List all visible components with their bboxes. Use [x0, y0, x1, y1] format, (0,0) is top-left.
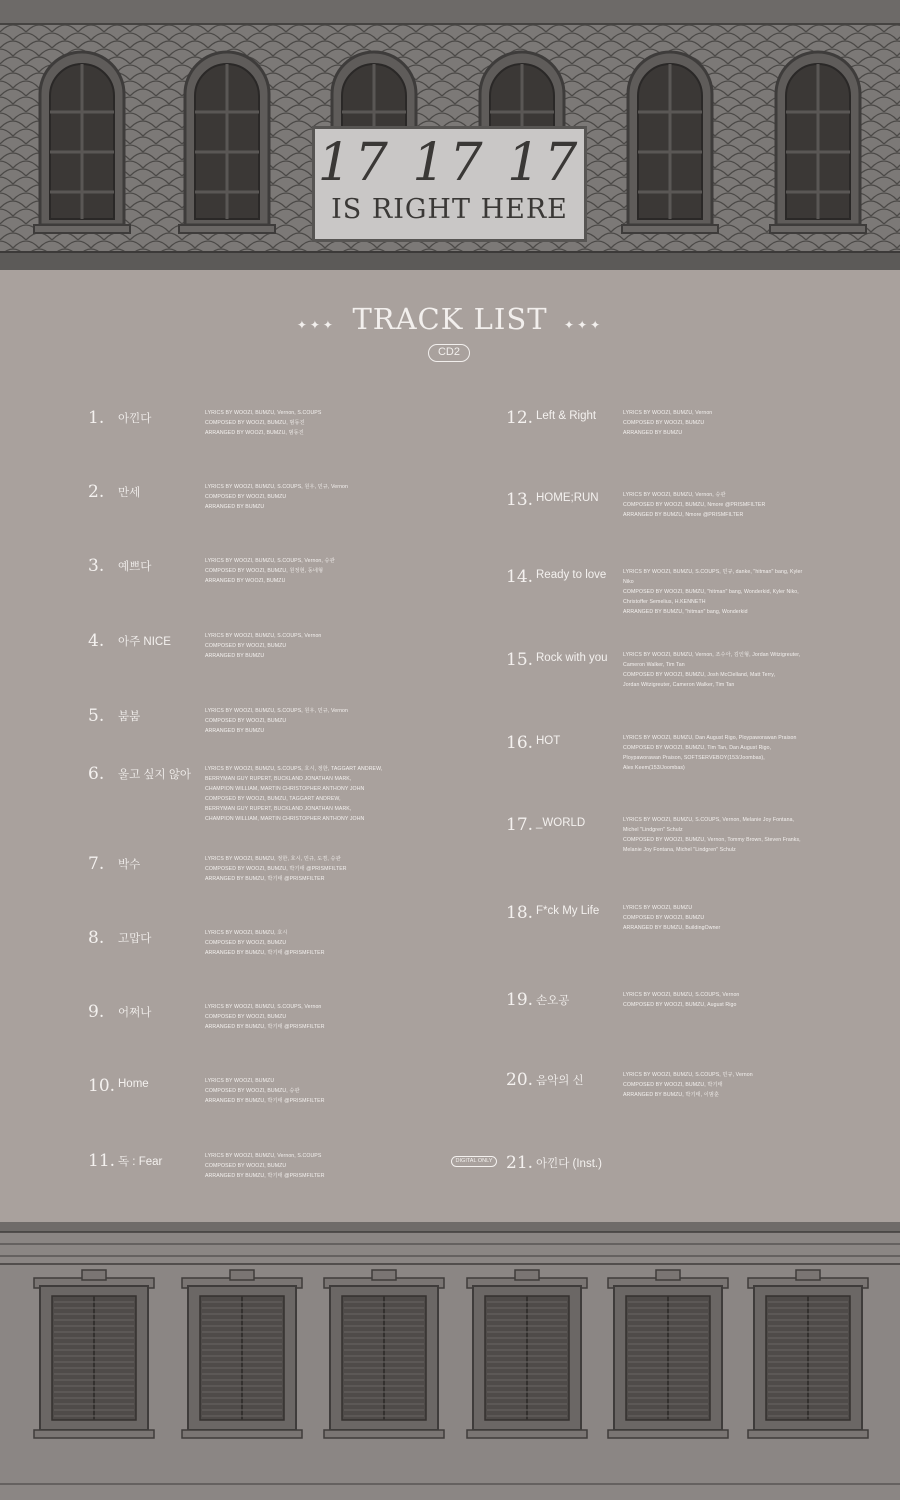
credit-line: LYRICS BY WOOZI, BUMZU, S.COUPS, 원우, 민규, Vernon — [205, 484, 349, 490]
credit-line: COMPOSED BY WOOZI, BUMZU, "hitman" bang, Wonderkid, Kyler Niko, — [623, 589, 799, 595]
credit-line: ARRANGED BY BUMZU, 박기태 @PRISMFILTER — [205, 1098, 325, 1104]
track-credits — [623, 490, 813, 520]
credit-line: LYRICS BY WOOZI, BUMZU, S.COUPS, Vernon, 승관 — [205, 558, 335, 564]
album-subtitle: IS RIGHT HERE — [331, 194, 568, 225]
track-credits — [205, 408, 395, 438]
credit-line: LYRICS BY WOOZI, BUMZU, Vernon, 조수아, 김인형, Jordan Witzigreuter, — [623, 652, 801, 658]
track-credits — [623, 990, 813, 1010]
credit-line: Jordan Witzigreuter, Cameron Walker, Tim Tan — [623, 682, 735, 688]
track-title: Left & Right — [536, 410, 597, 422]
credit-line: Melanie Joy Fontana, Michel "Lindgren" Schulz — [623, 847, 736, 853]
track-number: 6. — [88, 764, 105, 784]
credit-line: LYRICS BY WOOZI, BUMZU, 호시 — [205, 930, 288, 936]
credit-line: LYRICS BY WOOZI, BUMZU, Vernon, S.COUPS — [205, 410, 322, 416]
credit-line: LYRICS BY WOOZI, BUMZU, Vernon — [623, 410, 713, 416]
track-title: 붐붐 — [118, 711, 141, 723]
credit-line: COMPOSED BY WOOZI, BUMZU, 박기태 @PRISMFILTER — [205, 866, 347, 872]
credit-line: LYRICS BY WOOZI, BUMZU, S.COUPS, Vernon — [205, 1004, 322, 1010]
track-title: 아낀다 (Inst.) — [536, 1158, 602, 1170]
track-title: _WORLD — [536, 817, 586, 829]
credit-line: ARRANGED BY WOOZI, BUMZU, 범동진 — [205, 430, 304, 436]
credit-line: COMPOSED BY WOOZI, BUMZU, Josh McClelland, Matt Terry, — [623, 672, 776, 678]
track-credits — [205, 1002, 395, 1032]
credit-line: CHAMPION WILLIAM, MARTIN CHRISTOPHER ANTHONY JOHN — [205, 816, 365, 822]
credit-line: BERRYMAN GUY RUPERT, BUCKLAND JONATHAN MARK, — [205, 806, 352, 812]
track-credits — [623, 733, 813, 773]
credit-line: Alex Keem(153/Joombas) — [623, 765, 685, 771]
track-number: 15. — [506, 650, 534, 670]
credit-line: COMPOSED BY WOOZI, BUMZU — [623, 420, 705, 426]
credit-line: Cameron Walker, Tim Tan — [623, 662, 685, 668]
track-title: 손오공 — [536, 995, 570, 1007]
credit-line: Ploypaworawan Praison, SOFTSERVEBOY(153/Joombas), — [623, 755, 765, 761]
credit-line: COMPOSED BY WOOZI, BUMZU — [205, 643, 287, 649]
credit-line: LYRICS BY WOOZI, BUMZU, S.COUPS, 원우, 민규, Vernon — [205, 708, 349, 714]
track-number: 18. — [506, 903, 534, 923]
track-title: F*ck My Life — [536, 905, 600, 917]
arched-window — [622, 52, 718, 233]
track-number: 16. — [506, 733, 534, 753]
credit-line: ARRANGED BY BUMZU — [623, 430, 683, 436]
track-credits — [205, 706, 395, 736]
shuttered-window — [34, 1270, 154, 1438]
track-number: 21. — [506, 1153, 534, 1173]
track-title: 만세 — [118, 487, 141, 499]
track-number: 19. — [506, 990, 534, 1010]
track-title: Ready to love — [536, 569, 607, 581]
track-number: 3. — [88, 556, 105, 576]
arched-window — [179, 52, 275, 233]
credit-line: ARRANGED BY BUMZU, BuildingOwner — [623, 925, 721, 931]
credit-line: BERRYMAN GUY RUPERT, BUCKLAND JONATHAN MARK, — [205, 776, 352, 782]
track-title: 박수 — [118, 859, 141, 871]
credit-line: LYRICS BY WOOZI, BUMZU, S.COUPS, 민규, danke, "hitman" bang, Kyler Niko — [623, 569, 803, 585]
credit-line: COMPOSED BY WOOZI, BUMZU, Vernon, Tommy Brown, Steven Franks, — [623, 837, 801, 843]
credit-line: ARRANGED BY BUMZU, 박기태 @PRISMFILTER — [205, 1024, 325, 1030]
track-title: 울고 싶지 않아 — [118, 769, 192, 781]
track-title: 어쩌나 — [118, 1007, 152, 1019]
credit-line: COMPOSED BY WOOZI, BUMZU — [205, 494, 287, 500]
credit-line: LYRICS BY WOOZI, BUMZU, S.COUPS, Vernon — [623, 992, 740, 998]
stars-left: ✦✦✦ — [296, 317, 336, 332]
track-title: 고맙다 — [118, 933, 152, 945]
track-number: 10. — [88, 1076, 116, 1096]
track-credits — [623, 567, 813, 617]
track-list-section — [0, 270, 900, 1222]
credit-line: COMPOSED BY WOOZI, BUMZU — [205, 1163, 287, 1169]
track-credits — [623, 650, 813, 690]
credit-line: ARRANGED BY BUMZU, 박기태 @PRISMFILTER — [205, 1173, 325, 1179]
track-credits — [623, 903, 813, 933]
track-number: 1. — [88, 408, 105, 428]
credit-line: COMPOSED BY WOOZI, BUMZU — [205, 718, 287, 724]
shuttered-window — [467, 1270, 587, 1438]
album-title-sign — [312, 126, 587, 242]
credit-line: ARRANGED BY BUMZU, 박기태, 이범훈 — [623, 1092, 720, 1098]
credit-line: LYRICS BY WOOZI, BUMZU — [205, 1078, 275, 1084]
track-title: HOT — [536, 735, 561, 747]
credit-line: LYRICS BY WOOZI, BUMZU, Vernon, S.COUPS — [205, 1153, 322, 1159]
credit-line: LYRICS BY WOOZI, BUMZU, Dan August Rigo, Ploypaworawan Praison — [623, 735, 797, 741]
credit-line: COMPOSED BY WOOZI, BUMZU, August Rigo — [623, 1002, 737, 1008]
shuttered-window — [748, 1270, 868, 1438]
track-title: Home — [118, 1078, 149, 1090]
track-list-title: TRACK LIST — [352, 302, 548, 336]
credit-line: ARRANGED BY BUMZU, "hitman" bang, Wonderkid — [623, 609, 748, 615]
stars-right: ✦✦✦ — [564, 317, 604, 332]
credit-line: ARRANGED BY BUMZU, Nmore @PRISMFILTER — [623, 512, 744, 518]
credit-line: COMPOSED BY WOOZI, BUMZU — [205, 940, 287, 946]
credit-line: ARRANGED BY BUMZU, 박기태 @PRISMFILTER — [205, 876, 325, 882]
credit-line: COMPOSED BY WOOZI, BUMZU, 박기태 — [623, 1082, 723, 1088]
track-title: Rock with you — [536, 652, 608, 664]
credit-line: LYRICS BY WOOZI, BUMZU, Vernon, 승관 — [623, 492, 726, 498]
track-title: 아낀다 — [118, 413, 152, 425]
track-list-header — [0, 302, 900, 336]
track-credits — [205, 1076, 395, 1106]
bottom-building-facade — [0, 1222, 900, 1500]
track-credits — [205, 764, 395, 824]
credit-line: ARRANGED BY BUMZU — [205, 504, 265, 510]
shuttered-window — [608, 1270, 728, 1438]
track-number: 7. — [88, 854, 105, 874]
credit-line: COMPOSED BY WOOZI, BUMZU, Tim Tan, Dan August Rigo, — [623, 745, 772, 751]
credit-line: COMPOSED BY WOOZI, BUMZU — [205, 1014, 287, 1020]
credit-line: LYRICS BY WOOZI, BUMZU — [623, 905, 693, 911]
credit-line: Michel "Lindgren" Schulz — [623, 827, 683, 833]
credit-line: CHAMPION WILLIAM, MARTIN CHRISTOPHER ANTHONY JOHN — [205, 786, 365, 792]
track-title: 독 : Fear — [118, 1156, 163, 1168]
track-number: 17. — [506, 815, 534, 835]
track-title: 아주 NICE — [118, 636, 171, 648]
credit-line: COMPOSED BY WOOZI, BUMZU, Nmore @PRISMFILTER — [623, 502, 766, 508]
track-credits — [623, 815, 813, 855]
track-number: 20. — [506, 1070, 534, 1090]
credit-line: COMPOSED BY WOOZI, BUMZU, 승관 — [205, 1088, 300, 1094]
shuttered-window — [324, 1270, 444, 1438]
track-number: 11. — [88, 1151, 116, 1171]
credit-line: ARRANGED BY WOOZI, BUMZU — [205, 578, 286, 584]
track-number: 8. — [88, 928, 105, 948]
credit-line: LYRICS BY WOOZI, BUMZU, S.COUPS, 민규, Vernon — [623, 1072, 753, 1078]
track-credits — [205, 1151, 395, 1181]
track-title: HOME;RUN — [536, 492, 599, 504]
credit-line: LYRICS BY WOOZI, BUMZU, S.COUPS, Vernon, Melanie Joy Fontana, — [623, 817, 795, 823]
track-credits — [205, 854, 395, 884]
track-number: 4. — [88, 631, 105, 651]
track-title: 예쁘다 — [118, 561, 152, 573]
track-credits — [623, 1070, 813, 1100]
credit-line: COMPOSED BY WOOZI, BUMZU, 범동진 — [205, 420, 305, 426]
credit-line: COMPOSED BY WOOZI, BUMZU, 원정현, 동네형 — [205, 568, 324, 574]
track-number: 5. — [88, 706, 105, 726]
track-credits — [205, 482, 395, 512]
track-credits — [205, 928, 395, 958]
track-number: 13. — [506, 490, 534, 510]
credit-line: Christoffer Semelius, H.KENNETH — [623, 599, 706, 605]
credit-line: LYRICS BY WOOZI, BUMZU, S.COUPS, 호시, 정한, TAGGART ANDREW, — [205, 766, 383, 772]
arched-window — [770, 52, 866, 233]
credit-line: COMPOSED BY WOOZI, BUMZU — [623, 915, 705, 921]
credit-line: ARRANGED BY BUMZU — [205, 728, 265, 734]
cd-badge: CD2 — [428, 344, 470, 362]
track-credits — [205, 631, 395, 661]
credit-line: COMPOSED BY WOOZI, BUMZU, TAGGART ANDREW, — [205, 796, 341, 802]
album-number: 17 17 17 — [317, 133, 582, 193]
shuttered-window — [182, 1270, 302, 1438]
track-number: 12. — [506, 408, 534, 428]
arched-window — [34, 52, 130, 233]
track-credits — [205, 556, 395, 586]
track-number: 14. — [506, 567, 534, 587]
track-number: 9. — [88, 1002, 105, 1022]
track-credits — [623, 408, 813, 438]
track-title: 음악의 신 — [536, 1075, 584, 1087]
credit-line: ARRANGED BY BUMZU — [205, 653, 265, 659]
digital-only-badge: DIGITAL ONLY — [451, 1156, 497, 1167]
credit-line: LYRICS BY WOOZI, BUMZU, 정한, 호시, 민규, 도겸, 승관 — [205, 856, 341, 862]
track-number: 2. — [88, 482, 105, 502]
credit-line: ARRANGED BY BUMZU, 박기태 @PRISMFILTER — [205, 950, 325, 956]
credit-line: LYRICS BY WOOZI, BUMZU, S.COUPS, Vernon — [205, 633, 322, 639]
